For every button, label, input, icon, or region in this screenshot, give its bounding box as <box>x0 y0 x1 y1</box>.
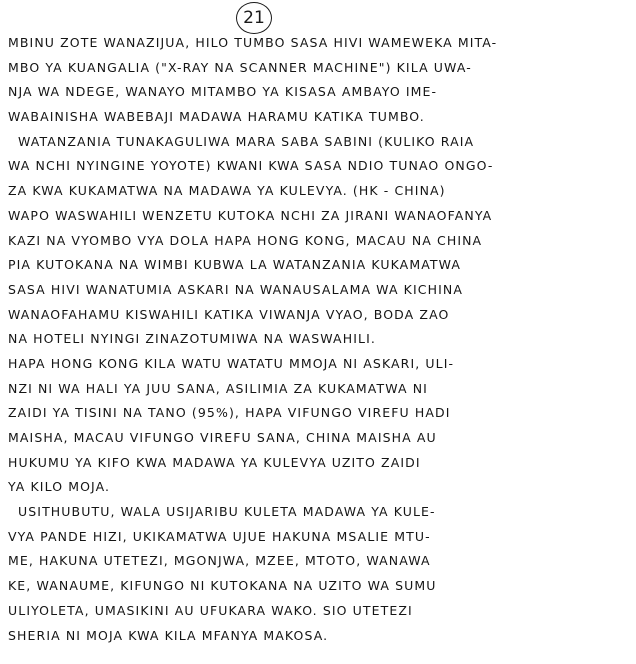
text-line: MAISHA, MACAU VIFUNGO VIREFU SANA, CHINA MAISHA AU <box>8 430 437 445</box>
text-line: VYA PANDE HIZI, UKIKAMATWA UJUE HAKUNA MSALIE MTU- <box>8 528 431 544</box>
handwritten-text-block <box>8 31 632 648</box>
text-line: WA NCHI NYINGINE YOYOTE) KWANI KWA SASA NDIO TUNAO ONGO- <box>8 158 494 174</box>
text-line: ME, HAKUNA UTETEZI, MGONJWA, MZEE, MTOTO, WANAWA <box>8 553 431 569</box>
text-line: WATANZANIA TUNAKAGULIWA MARA SABA SABINI (KULIKO RAIA <box>18 133 475 149</box>
text-line: WANAOFAHAMU KISWAHILI KATIKA VIWANJA VYAO, BODA ZAO <box>8 306 450 322</box>
text-line: WABAINISHA WABEBAJI MADAWA HARAMU KATIKA TUMBO. <box>8 109 425 125</box>
text-line: WAPO WASWAHILI WENZETU KUTOKA NCHI ZA JIRANI WANAOFANYA <box>8 207 493 223</box>
text-line: SASA HIVI WANATUMIA ASKARI NA WANAUSALAMA WA KICHINA <box>8 281 463 297</box>
text-line: SHERIA NI MOJA KWA KILA MFANYA MAKOSA. <box>8 627 329 643</box>
text-line: MBINU ZOTE WANAZIJUA, HILO TUMBO SASA HIVI WAMEWEKA MITA- <box>8 35 498 50</box>
text-line: ZA KWA KUKAMATWA NA MADAWA YA KULEVYA. (HK - CHINA) <box>8 183 446 199</box>
text-line: YA KILO MOJA. <box>8 479 111 495</box>
page-number: 21 <box>236 2 272 34</box>
text-line: NA HOTELI NYINGI ZINAZOTUMIWA NA WASWAHILI. <box>8 331 376 347</box>
text-line: ULIYOLETA, UMASIKINI AU UFUKARA WAKO. SIO UTETEZI <box>8 602 413 618</box>
text-line: KAZI NA VYOMBO VYA DOLA HAPA HONG KONG, MACAU NA CHINA <box>8 232 483 248</box>
text-line: MBO YA KUANGALIA ("X-RAY NA SCANNER MACHINE") KILA UWA- <box>8 59 472 75</box>
text-line: NZI NI WA HALI YA JUU SANA, ASILIMIA ZA KUKAMATWA NI <box>8 380 428 396</box>
text-line: KE, WANAUME, KIFUNGO NI KUTOKANA NA UZITO WA SUMU <box>8 578 437 594</box>
text-line: USITHUBUTU, WALA USIJARIBU KULETA MADAWA YA KULE- <box>18 504 436 520</box>
text-line: HUKUMU YA KIFO KWA MADAWA YA KULEVYA UZITO ZAIDI <box>8 454 421 470</box>
text-line: HAPA HONG KONG KILA WATU WATATU MMOJA NI ASKARI, ULI- <box>8 355 455 371</box>
text-line: NJA WA NDEGE, WANAYO MITAMBO YA KISASA AMBAYO IME- <box>8 84 438 100</box>
text-line: PIA KUTOKANA NA WIMBI KUBWA LA WATANZANIA KUKAMATWA <box>8 257 462 273</box>
text-line: ZAIDI YA TISINI NA TANO (95%), HAPA VIFUNGO VIREFU HADI <box>8 405 451 421</box>
